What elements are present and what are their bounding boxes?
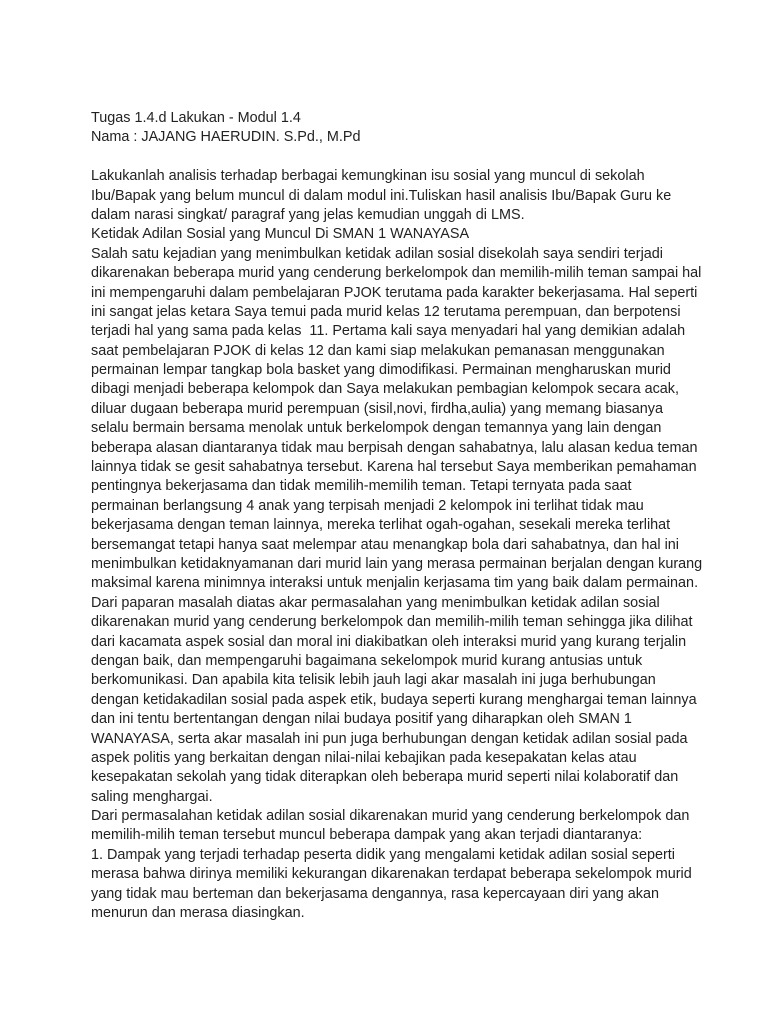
body-text-line: lainnya tidak se gesit sahabatnya tersebut. Karena hal tersebut Saya memberikan pemahaman xyxy=(91,459,697,476)
body-text-line: menurun dan merasa diasingkan. xyxy=(91,905,305,922)
body-text-line: permainan lempar tangkap bola basket yang dimodifikasi. Permainan mengharuskan murid xyxy=(91,362,671,379)
body-text-line: maksimal karena minimnya interaksi untuk menjalin kerjasama tim yang baik dalam permainan. xyxy=(91,575,699,592)
body-text-line: kesepakatan sekolah yang tidak diterapkan oleh beberapa murid seperti nilai kolaboratif dan xyxy=(91,769,679,786)
body-text-line: merasa bahwa dirinya memiliki kekurangan dikarenakan terdapat beberapa sekelompok murid xyxy=(91,866,692,883)
body-text-line: Lakukanlah analisis terhadap berbagai kemungkinan isu sosial yang muncul di sekolah xyxy=(91,168,645,185)
body-text-line: Dari paparan masalah diatas akar permasalahan yang menimbulkan ketidak adilan sosial xyxy=(91,594,660,611)
body-text-line: dengan ketidakadilan sosial pada aspek etik, budaya seperti kurang menghargai teman lainnya xyxy=(91,691,697,708)
body-text-line: dalam narasi singkat/ paragraf yang jelas kemudian unggah di LMS. xyxy=(91,206,525,223)
body-text-line: diluar dugaan beberapa murid perempuan (sisil,novi, firdha,aulia) yang memang biasanya xyxy=(91,400,663,417)
body-text-line: dan ini tentu bertentangan dengan nilai budaya positif yang diharapkan oleh SMAN 1 xyxy=(91,711,632,728)
document-title: Tugas 1.4.d Lakukan - Modul 1.4 xyxy=(91,110,301,126)
body-text-line: ini mempengaruhi dalam pembelajaran PJOK terutama pada karakter bekerjasama. Hal seperti xyxy=(91,284,698,301)
body-text-line: Ketidak Adilan Sosial yang Muncul Di SMAN 1 WANAYASA xyxy=(91,226,470,243)
body-text-line: Ibu/Bapak yang belum muncul di dalam modul ini.Tuliskan hasil analisis Ibu/Bapak Guru ke xyxy=(91,187,672,204)
body-text-line: bekerjasama dengan teman lainnya, mereka terlihat ogah-ogahan, sesekali mereka terlihat xyxy=(91,517,671,534)
body-text-line: aspek politis yang berkaitan dengan nilai-nilai kebajikan pada kesepakatan kelas atau xyxy=(91,749,637,766)
body-text-line: memilih-milih teman tersebut muncul beberapa dampak yang akan terjadi diantaranya: xyxy=(91,827,643,844)
body-text-line: saling menghargai. xyxy=(91,788,213,805)
body-text-line: dikarenakan beberapa murid yang cenderung berkelompok dan memilih-milih teman sampai hal xyxy=(91,265,702,282)
document-page xyxy=(91,109,703,923)
body-text-line: dengan baik, dan mempengaruhi bagaimana sekelompok murid kurang antusias untuk xyxy=(91,652,643,669)
body-text-line: beberapa alasan diantaranya tidak mau berpisah dengan sahabatnya, lalu alasan kedua teman xyxy=(91,439,698,456)
body-text-line: dari kacamata aspek sosial dan moral ini diakibatkan oleh interaksi murid yang kurang terjalin xyxy=(91,633,687,650)
body-text-line: 1. Dampak yang terjadi terhadap peserta didik yang mengalami ketidak adilan sosial seperti xyxy=(91,846,675,863)
blank-line xyxy=(91,148,691,167)
body-text-line: selalu bermain bersama menolak untuk berkelompok dengan temannya yang lain dengan xyxy=(91,420,662,437)
body-text-line: Salah satu kejadian yang menimbulkan ketidak adilan sosial disekolah saya sendiri terjadi xyxy=(91,245,663,262)
body-text-line: berkomunikasi. Dan apabila kita telisik lebih jauh lagi akar masalah ini juga berhubungan xyxy=(91,672,656,689)
author-name: Nama : JAJANG HAERUDIN. S.Pd., M.Pd xyxy=(91,129,361,146)
body-text-line: dikarenakan murid yang cenderung berkelompok dan memilih-milih teman sehingga jika dilihat xyxy=(91,614,693,631)
body-text-line: saat pembelajaran PJOK di kelas 12 dan kami siap melakukan pemanasan menggunakan xyxy=(91,342,665,359)
body-text-line: Dari permasalahan ketidak adilan sosial dikarenakan murid yang cenderung berkelompok dan xyxy=(91,808,690,825)
body-text-line: terjadi hal yang sama pada kelas 11. Pertama kali saya menyadari hal yang demikian adalah xyxy=(91,323,686,340)
body-text-line: dibagi menjadi beberapa kelompok dan Saya melakukan pembagian kelompok secara acak, xyxy=(91,381,679,398)
body-text-line: permainan berlangsung 4 anak yang terpisah menjadi 2 kelompok ini terlihat tidak mau xyxy=(91,497,644,514)
body-text-line: pentingnya bekerjasama dan tidak memilih-memilih teman. Tetapi ternyata pada saat xyxy=(91,478,632,495)
document-body xyxy=(91,167,703,923)
body-text-line: ini sangat jelas ketara Saya temui pada murid kelas 12 terutama perempuan, dan berpotensi xyxy=(91,303,681,320)
body-text-line: bersemangat tetapi hanya saat melempar atau menangkap bola dari sahabatnya, dan hal ini xyxy=(91,536,680,553)
body-text-line: yang tidak mau berteman dan bekerjasama dengannya, rasa kepercayaan diri yang akan xyxy=(91,885,659,902)
body-text-line: menimbulkan ketidaknyamanan dari murid lain yang merasa permainan berjalan dengan kurang xyxy=(91,555,703,572)
body-text-line: WANAYASA, serta akar masalah ini pun juga berhubungan dengan ketidak adilan sosial pada xyxy=(91,730,688,747)
